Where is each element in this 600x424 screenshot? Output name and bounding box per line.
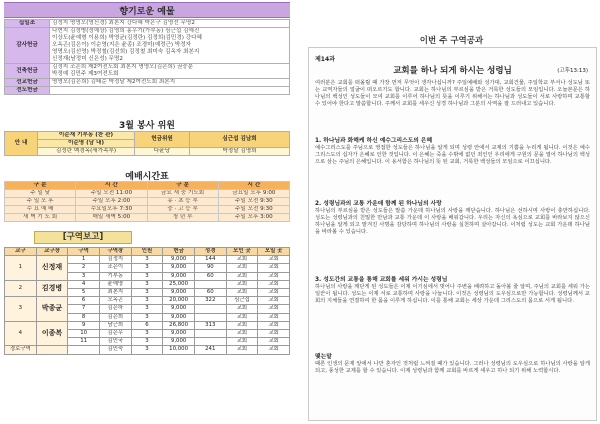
zone-cell: 8 xyxy=(68,313,100,321)
worship-cell: 주일 오전 9:30 xyxy=(218,206,289,214)
zone-cell: 교회 xyxy=(258,305,290,313)
zone-cell: 3 xyxy=(131,338,163,346)
zone-cell xyxy=(194,280,226,288)
offering-names: 나현지 김정병(정예상) 김영희 홍우기(가부동) 심근섭 김예진 이상도(윤예형 이용희) 박영균(김정란) 김정희(김민경) 강다혜 오옥곤(김은이) 이순영(지은 윤종) 조경미(예정근) 박정자 영명오(김선영) 박정철(김선희) 김정철 최미숙 김옥자 최본지 신정재(남정미 신은성) 무명2 xyxy=(50,28,290,64)
offering-label: 십일조 xyxy=(5,20,50,28)
zone-cell: 3 xyxy=(131,346,163,354)
zone-cell: 9,000 xyxy=(163,330,195,338)
zone-cell: 9,000 xyxy=(163,305,195,313)
worship-cell: 매일 새벽 5:00 xyxy=(76,214,147,222)
lesson-heading: 이번 주 구역공과 xyxy=(419,36,484,46)
zone-cell xyxy=(194,338,226,346)
worship-cell: 유 · 초 등 부 xyxy=(147,198,218,206)
zone-cell: 6 xyxy=(68,297,100,305)
worship-header-cell: 구 분 xyxy=(147,182,218,190)
zone-cell: 9,000 xyxy=(163,338,195,346)
zone-cell: 교회 xyxy=(258,297,290,305)
zone-row xyxy=(5,297,290,305)
closing-body: 때론 인생의 문제 앞에서 나만 혼자인 것처럼 느껴질 때가 있습니다. 그러나 성령님의 도우심으로 하나님의 사랑을 알게 되고, 풍성한 교제를 할 수 있습니다. 이제 성령님과 함께 교회를 바르게 세우고 하나 되기 위해 노력합시다. xyxy=(315,361,590,375)
left-column xyxy=(4,0,292,424)
lesson-box xyxy=(308,47,597,421)
lesson-reference: (고후13:13) xyxy=(557,68,588,74)
zone-cell: 60 xyxy=(194,272,226,280)
zone-cell xyxy=(68,346,100,354)
zone-header-cell: 헌금 xyxy=(163,248,195,256)
zone-cell: 교회 xyxy=(258,330,290,338)
zone-cell: 윤예영 xyxy=(99,280,131,288)
offering-label: 감사헌금 xyxy=(5,28,50,64)
offering-row xyxy=(5,87,290,95)
zone-cell: 교회 xyxy=(258,338,290,346)
worship-cell: 주일 오전 11:00 xyxy=(76,190,147,198)
zone-cell: 기부동 xyxy=(99,272,131,280)
zone-header-cell: 구역장 xyxy=(99,248,131,256)
zone-header-cell: 성경 xyxy=(194,248,226,256)
zone-cell: 241 xyxy=(194,346,226,354)
zone-cell: 3 xyxy=(68,272,100,280)
zone-cell: 교회 xyxy=(258,346,290,354)
zone-row xyxy=(5,321,290,329)
offering-label: 건축헌금 xyxy=(5,64,50,79)
zone-cell: 김민숙 xyxy=(99,346,131,354)
lesson-title: 교회를 하나 되게 하시는 성령님 xyxy=(393,66,512,76)
service-row2-b: 다윤당 xyxy=(135,148,190,156)
offering-names: 명영오(김은희) 김태순 박정달 제2여전도회 최본지 xyxy=(50,79,290,87)
worship-cell: 수요일오후 7:30 xyxy=(76,206,147,214)
service-row1-b: 이순영 (남 내) xyxy=(38,140,135,148)
worship-cell: 금요일 오후 9:00 xyxy=(218,190,289,198)
zone-gyogu-head: 박종균 xyxy=(36,297,68,322)
closing-title: 맺는말 xyxy=(315,354,332,360)
point3-title: 3. 성도간의 교통을 통해 교회를 세워 가시는 성령님 xyxy=(315,277,448,283)
zone-gyogu: 경로구역 xyxy=(5,346,37,354)
worship-row xyxy=(5,206,290,214)
zone-cell: 조은이 xyxy=(99,264,131,272)
zone-gyogu: 2 xyxy=(5,280,37,296)
zone-cell: 3 xyxy=(131,330,163,338)
worship-header-cell: 구 분 xyxy=(5,182,76,190)
lesson-intro: 여러분은 교회를 떠올릴 때 가장 먼저 무엇이 생각나십니까? 주일예배와 성가대, 교회건물, 주일학교 부서나 성도님 또는 교역자들의 얼굴이 떠오르기도 합니다. 교회는 하나님의 부르심을 받은 거룩한 성도들의 모임입니다. 오늘본문은 하나님의 백성인 성도들이 모여 교회를 이루어 하나님의 뜻을 이루기 위해서는 하나님과 성도들이 서로 사랑하며 교통할 수 있어야 한다고 말씀합니다. 주께서 교회를 세우신 성경 하나님과 그분의 사역을 잘 드러내고 있습니다. xyxy=(315,80,590,108)
worship-cell: 주 일 낮 xyxy=(5,190,76,198)
zone-cell: 60 xyxy=(194,289,226,297)
zone-cell: 3 xyxy=(131,264,163,272)
offering-row xyxy=(5,64,290,79)
zone-cell: 교회 xyxy=(258,280,290,288)
zone-cell xyxy=(194,330,226,338)
worship-cell: 청 년 부 xyxy=(147,214,218,222)
service-title: 3월 봉사 위원 xyxy=(119,121,175,131)
worship-cell: 주일 오전 9:30 xyxy=(218,198,289,206)
service-col-lunch: 심근섭 김남희 xyxy=(190,132,290,148)
offering-label: 선교헌금 xyxy=(5,79,50,87)
service-table xyxy=(4,131,290,156)
zone-gyogu-head: 신정재 xyxy=(36,256,68,281)
zone-gyogu-head: 이종복 xyxy=(36,321,68,346)
zone-cell: 김민국 xyxy=(99,338,131,346)
zone-title: [구역보고] xyxy=(34,231,132,244)
point3-body: 하나님의 사랑을 깨닫게 된 성도들은 이제 이기심에서 벗어나 주변을 배려하고 돌아볼 줄 알며, 주님의 교회를 세워 가는 일꾼이 됩니다. 성도는 이제 서로 교통하며 사랑을 나눕니다. 이것은 성령님의 도우심으로만 가능합니다. 성령님께서 교회의 지체들을 연결하여 한 몸을 이루게 하십니다. 이를 통해 교회는 세상 가운데 그리스도의 몸으로 서게 됩니다. xyxy=(315,284,590,305)
offering-row xyxy=(5,79,290,87)
zone-cell: 김은우 xyxy=(99,330,131,338)
zone-cell xyxy=(194,313,226,321)
zone-cell: 오옥곤 xyxy=(99,297,131,305)
worship-table xyxy=(4,181,290,222)
zone-cell: 3 xyxy=(131,305,163,313)
offering-names xyxy=(50,87,290,95)
zone-cell: 김정지 xyxy=(99,256,131,264)
offering-row xyxy=(5,28,290,64)
worship-cell: 중 · 고 등 부 xyxy=(147,206,218,214)
zone-header-cell: 구역 xyxy=(68,248,100,256)
zone-gyogu: 4 xyxy=(5,321,37,346)
right-column xyxy=(303,0,600,424)
worship-cell: 주일 오후 2:00 xyxy=(76,198,147,206)
service-col-offering: 헌금위원 xyxy=(135,132,190,148)
offering-names: 김정지 조은희 제2여전도회 최본지 명영오(김은희) 권중분 박정예 김민주 제3여전도회 xyxy=(50,64,290,79)
worship-row xyxy=(5,198,290,206)
worship-cell: 수 요 예 배 xyxy=(5,206,76,214)
zone-header-row xyxy=(5,248,290,256)
point2-body: 하나님의 부르심을 받은 성도들은 말씀 가운데 하나님의 사랑을 깨닫습니다. 하나님은 선하시며 사랑이 충만하십니다. 성도는 성령님과의 친밀한 만남과 교통 가운데 이 사랑을 배워갑니다. 우리는 자신의 욕심으로 교회를 바라보지 않으신 하나님을 알게 되고 맡겨진 사명을 감당하며 하나님의 사랑을 실천하며 살아갑니다. 이처럼 성도는 교회 가운데 하나님을 바라볼 수 있습니다. xyxy=(315,208,590,236)
offering-names: 김정지 명영오(영신경) 최본지 강다혜 박은구 김영선 무명2 xyxy=(50,20,290,28)
worship-title: 예배시간표 xyxy=(125,172,169,182)
zone-cell: 20,000 xyxy=(163,297,195,305)
zone-cell: 남근희 xyxy=(99,321,131,329)
worship-cell: 금요 새 중 기도회 xyxy=(147,190,218,198)
offering-label: 전도헌금 xyxy=(5,87,50,95)
worship-row xyxy=(5,214,290,222)
zone-cell: 교회 xyxy=(226,305,258,313)
zone-header-cell: 교구 xyxy=(5,248,37,256)
zone-gyogu-head xyxy=(36,346,68,354)
zone-row xyxy=(5,280,290,288)
zone-cell: 10 xyxy=(68,330,100,338)
worship-header-cell: 시 간 xyxy=(76,182,147,190)
zone-cell: 교회 xyxy=(226,346,258,354)
zone-cell: 3 xyxy=(131,313,163,321)
zone-cell: 교회 xyxy=(258,313,290,321)
zone-cell: 322 xyxy=(194,297,226,305)
zone-cell: 3 xyxy=(131,289,163,297)
offering-title: 향기로운 예물 xyxy=(119,7,175,17)
service-row1-a: 이순재 기부동 (찬 관) xyxy=(38,132,135,140)
zone-cell: 9 xyxy=(68,321,100,329)
zone-cell: 9,000 xyxy=(163,289,195,297)
zone-cell: 교회 xyxy=(258,256,290,264)
worship-cell: 주일 오후 3:00 xyxy=(218,214,289,222)
zone-header-cell: 모인 곳 xyxy=(226,248,258,256)
zone-gyogu: 1 xyxy=(5,256,37,281)
zone-cell: 교회 xyxy=(226,338,258,346)
zone-cell: 교회 xyxy=(226,321,258,329)
service-row2-a: 김정란 백경옥(새가족부) xyxy=(38,148,135,156)
zone-cell: 교회 xyxy=(226,256,258,264)
zone-cell: 심근섭 xyxy=(226,297,258,305)
zone-cell: 교회 xyxy=(226,280,258,288)
zone-cell: 교회 xyxy=(226,313,258,321)
zone-cell: 7 xyxy=(68,305,100,313)
zone-cell: 6 xyxy=(131,321,163,329)
zone-header-cell: 모일 곳 xyxy=(258,248,290,256)
zone-cell: 5 xyxy=(68,289,100,297)
zone-row xyxy=(5,346,290,354)
zone-cell: 9,000 xyxy=(163,256,195,264)
zone-cell: 1 xyxy=(68,256,100,264)
zone-cell: 김은하 xyxy=(99,305,131,313)
zone-cell: 교회 xyxy=(226,330,258,338)
zone-cell: 90 xyxy=(194,264,226,272)
zone-gyogu: 3 xyxy=(5,297,37,322)
zone-cell: 교회 xyxy=(226,264,258,272)
zone-cell: 9,000 xyxy=(163,313,195,321)
zone-cell: 교회 xyxy=(258,321,290,329)
offering-row xyxy=(5,20,290,28)
zone-cell xyxy=(194,305,226,313)
point2-title: 2. 성령님과의 교통 가운데 함께 된 하나님의 사랑 xyxy=(315,201,442,207)
zone-cell: 3 xyxy=(131,297,163,305)
guide-label: 안 내 xyxy=(5,132,38,156)
zone-cell: 교회 xyxy=(258,272,290,280)
offering-table xyxy=(4,19,290,95)
zone-cell: 26,800 xyxy=(163,321,195,329)
zone-gyogu-head: 김경병 xyxy=(36,280,68,296)
zone-cell: 11 xyxy=(68,338,100,346)
point1-title: 1. 하나님과 화해케 하신 예수그리스도의 은혜 xyxy=(315,138,433,144)
zone-cell: 교회 xyxy=(258,264,290,272)
zone-cell: 3 xyxy=(131,256,163,264)
zone-cell: 9,000 xyxy=(163,272,195,280)
zone-header-cell: 인원 xyxy=(131,248,163,256)
zone-report-table xyxy=(4,247,290,355)
worship-header-cell: 시 간 xyxy=(218,182,289,190)
zone-cell: 25,000 xyxy=(163,280,195,288)
zone-row xyxy=(5,256,290,264)
zone-cell: 김은희 xyxy=(99,313,131,321)
zone-cell: 교회 xyxy=(226,289,258,297)
worship-cell: 새 벽 기 도 회 xyxy=(5,214,76,222)
zone-cell: 144 xyxy=(194,256,226,264)
worship-row xyxy=(5,190,290,198)
zone-cell: 2 xyxy=(68,264,100,272)
service-row2-c: 박정달 김명희 xyxy=(190,148,290,156)
zone-cell: 최본지 xyxy=(99,289,131,297)
zone-cell: 313 xyxy=(194,321,226,329)
zone-header-cell: 교구장 xyxy=(36,248,68,256)
zone-cell: 교회 xyxy=(258,289,290,297)
zone-cell: 3 xyxy=(131,272,163,280)
zone-cell: 10,000 xyxy=(163,346,195,354)
zone-cell: 9,000 xyxy=(163,264,195,272)
lesson-number: 제14과 xyxy=(315,56,335,63)
zone-cell: 교회 xyxy=(226,272,258,280)
zone-cell: 4 xyxy=(68,280,100,288)
worship-header-row xyxy=(5,182,290,190)
zone-cell: 3 xyxy=(131,280,163,288)
point1-body: 예수그리스도를 주님으로 영접한 성도들은 하나님을 알게 되며 성령 안에서 교제의 기쁨을 누리게 됩니다. 이것은 예수그리스도의 십자가 은혜로 인한 것입니다. 이 은혜는 죽을 수밖에 없던 죄인인 우리에게 구원의 문을 열어 하나님의 백성으로 삼는 주님의 은혜입니다. 이 용서함은 하나님의 뜻 된 교회, 거룩한 백성들의 모임으로 이끄십니다. xyxy=(315,145,590,166)
worship-cell: 주 일 오 후 xyxy=(5,198,76,206)
